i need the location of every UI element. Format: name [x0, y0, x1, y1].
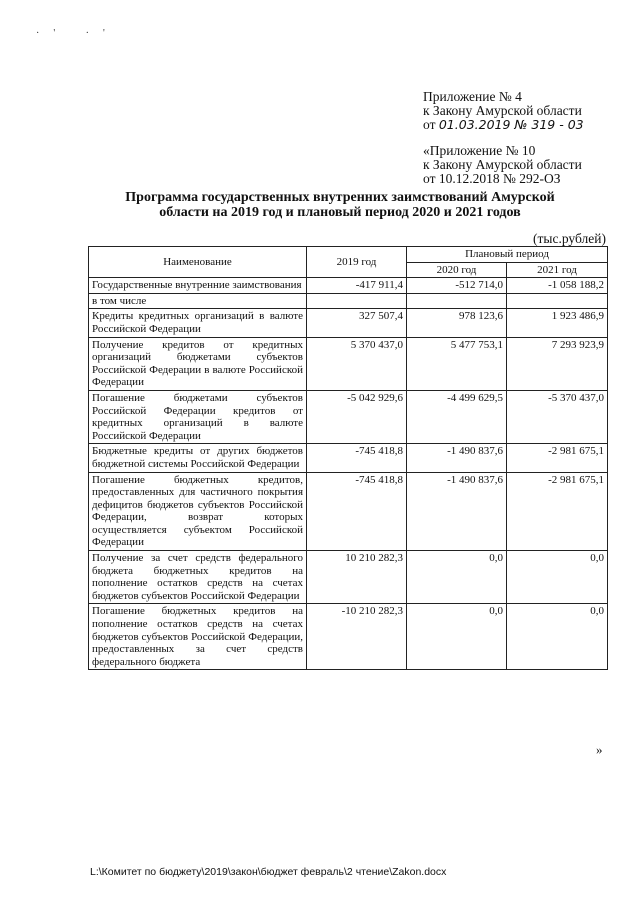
row-2019-cell: 5 370 437,0 — [307, 337, 407, 390]
appendix-date-line — [423, 118, 584, 132]
row-name-cell: Получение кредитов от кредитных организаций бюджетами субъектов Российской Федерации в валюте Российской Федерации — [89, 337, 307, 390]
table-row — [89, 551, 608, 604]
row-name-cell: в том числе — [89, 293, 307, 309]
row-2019-cell: 327 507,4 — [307, 309, 407, 337]
borrowing-program-table — [88, 246, 608, 670]
row-2021-cell: -2 981 675,1 — [507, 472, 608, 551]
row-2020-cell: 978 123,6 — [407, 309, 507, 337]
row-2021-cell — [507, 293, 608, 309]
units-label: (тыс.рублей) — [533, 231, 606, 246]
row-2021-cell: -1 058 188,2 — [507, 278, 608, 294]
row-2020-cell: -1 490 837,6 — [407, 472, 507, 551]
table-row — [89, 309, 608, 337]
row-2020-cell: -1 490 837,6 — [407, 444, 507, 472]
row-2020-cell: 0,0 — [407, 551, 507, 604]
row-name-cell: Государственные внутренние заимствования — [89, 278, 307, 294]
table-row — [89, 293, 608, 309]
table-body — [89, 278, 608, 670]
header-name: Наименование — [89, 247, 307, 278]
header-planned-period: Плановый период — [407, 247, 608, 263]
title-line-1: Программа государственных внутренних заимствований Амурской — [125, 190, 555, 205]
row-name-cell: Получение за счет средств федерального бюджета бюджетных кредитов на пополнение остатков средств на счетах бюджетов субъектов Российской Федерации — [89, 551, 307, 604]
appendix-date-prefix: от — [423, 117, 436, 132]
row-2019-cell: -417 911,4 — [307, 278, 407, 294]
appendix-number: Приложение № 4 — [423, 89, 522, 104]
header-2020: 2020 год — [407, 262, 507, 278]
row-2019-cell: 10 210 282,3 — [307, 551, 407, 604]
original-appendix-law: к Закону Амурской области — [423, 157, 582, 172]
table-row — [89, 337, 608, 390]
row-name-cell: Бюджетные кредиты от других бюджетов бюджетной системы Российской Федерации — [89, 444, 307, 472]
table-row — [89, 604, 608, 670]
row-2021-cell: 0,0 — [507, 551, 608, 604]
table-row — [89, 444, 608, 472]
table-row — [89, 278, 608, 294]
row-2020-cell: -4 499 629,5 — [407, 390, 507, 443]
row-2019-cell: -745 418,8 — [307, 444, 407, 472]
appendix-law: к Закону Амурской области — [423, 103, 582, 118]
original-appendix-header — [423, 144, 582, 186]
row-2019-cell: -745 418,8 — [307, 472, 407, 551]
original-appendix-date: от 10.12.2018 № 292-ОЗ — [423, 171, 561, 186]
row-2020-cell: 5 477 753,1 — [407, 337, 507, 390]
header-2021: 2021 год — [507, 262, 608, 278]
row-2019-cell: -5 042 929,6 — [307, 390, 407, 443]
title-line-2: области на 2019 год и плановый период 2020 и 2021 годов — [159, 205, 521, 220]
row-2019-cell: -10 210 282,3 — [307, 604, 407, 670]
row-2021-cell: -5 370 437,0 — [507, 390, 608, 443]
row-2021-cell: 0,0 — [507, 604, 608, 670]
row-name-cell: Погашение бюджетных кредитов на пополнение остатков средств на счетах бюджетов субъектов Российской Федерации, предоставленных за счет средств федерального бюджета — [89, 604, 307, 670]
document-title — [90, 190, 590, 220]
row-2021-cell: 1 923 486,9 — [507, 309, 608, 337]
table-row — [89, 472, 608, 551]
row-name-cell: Кредиты кредитных организаций в валюте Российской Федерации — [89, 309, 307, 337]
row-name-cell: Погашение бюджетных кредитов, предоставленных для частичного покрытия дефицитов бюджетов субъектов Российской Федерации, возврат которых осуществляется субъектом Российской Федерации — [89, 472, 307, 551]
row-2020-cell: 0,0 — [407, 604, 507, 670]
row-2021-cell: 7 293 923,9 — [507, 337, 608, 390]
row-2021-cell: -2 981 675,1 — [507, 444, 608, 472]
original-appendix-number: «Приложение № 10 — [423, 143, 536, 158]
header-2019: 2019 год — [307, 247, 407, 278]
handwritten-date-number: 01.03.2019 № 319 - 03 — [438, 117, 584, 132]
scan-marks: ·' ·' — [36, 28, 119, 39]
row-name-cell: Погашение бюджетами субъектов Российской Федерации кредитов от кредитных организаций в валюте Российской Федерации — [89, 390, 307, 443]
row-2019-cell — [307, 293, 407, 309]
table-row — [89, 390, 608, 443]
row-2020-cell — [407, 293, 507, 309]
row-2020-cell: -512 714,0 — [407, 278, 507, 294]
appendix-header — [423, 90, 584, 132]
continuation-mark: » — [596, 742, 603, 757]
file-path-footer: L:\Комитет по бюджету\2019\закон\бюджет февраль\2 чтение\Zakon.docx — [90, 866, 447, 878]
